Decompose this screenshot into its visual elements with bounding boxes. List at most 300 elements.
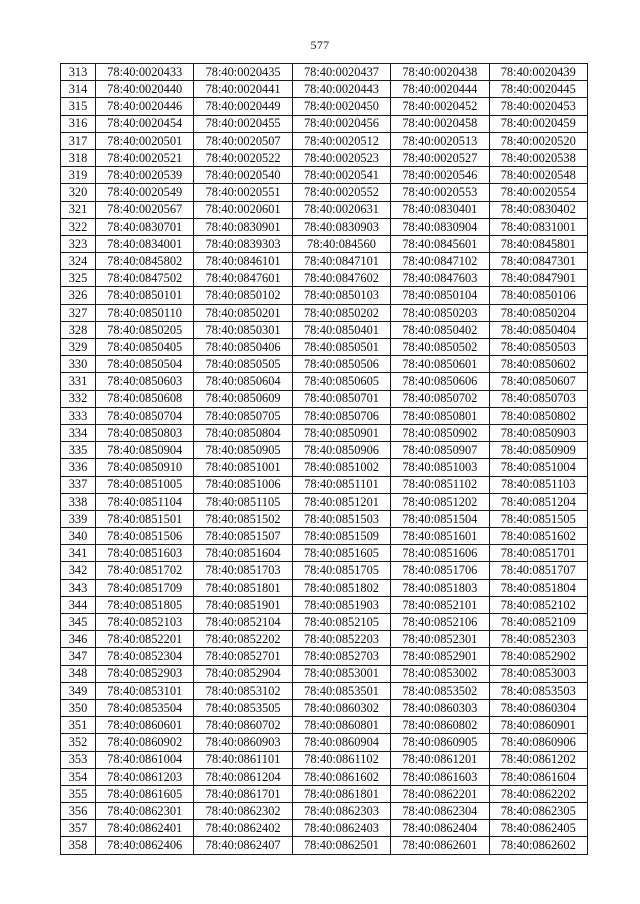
table-row [61,64,588,81]
cadastral-code-cell: 78:40:0862303 [292,803,390,820]
cadastral-code-cell: 78:40:0860903 [194,734,292,751]
cadastral-code-cell: 78:40:0850701 [292,390,390,407]
cadastral-code-cell: 78:40:0850907 [391,442,489,459]
row-number-cell: 358 [61,837,96,854]
row-number-cell: 313 [61,64,96,81]
cadastral-code-cell: 78:40:0861203 [96,768,194,785]
cadastral-code-cell: 78:40:0861603 [391,768,489,785]
row-number-cell: 354 [61,768,96,785]
cadastral-code-cell: 78:40:0850703 [489,390,587,407]
cadastral-code-cell: 78:40:0851506 [96,528,194,545]
cadastral-code-cell: 78:40:0850406 [194,339,292,356]
table-row [61,768,588,785]
cadastral-code-cell: 78:40:0860302 [292,699,390,716]
table-row [61,218,588,235]
row-number-cell: 332 [61,390,96,407]
cadastral-code-cell: 78:40:0851004 [489,459,587,476]
cadastral-code-cell: 78:40:0851903 [292,596,390,613]
table-row [61,81,588,98]
cadastral-code-cell: 78:40:084560 [292,235,390,252]
cadastral-code-cell: 78:40:0860905 [391,734,489,751]
cadastral-code-cell: 78:40:0850101 [96,287,194,304]
cadastral-code-cell: 78:40:0851602 [489,528,587,545]
cadastral-code-cell: 78:40:0850203 [391,304,489,321]
cadastral-code-cell: 78:40:0850404 [489,321,587,338]
cadastral-code-cell: 78:40:0845801 [489,235,587,252]
cadastral-code-cell: 78:40:0860304 [489,699,587,716]
cadastral-code-cell: 78:40:0851101 [292,476,390,493]
cadastral-code-cell: 78:40:0862403 [292,820,390,837]
cadastral-code-cell: 78:40:0851006 [194,476,292,493]
cadastral-code-cell: 78:40:0851606 [391,545,489,562]
cadastral-code-cell: 78:40:0846101 [194,253,292,270]
row-number-cell: 334 [61,424,96,441]
cadastral-code-cell: 78:40:0860901 [489,717,587,734]
table-row [61,287,588,304]
cadastral-code-cell: 78:40:0860802 [391,717,489,734]
row-number-cell: 348 [61,665,96,682]
cadastral-code-cell: 78:40:0852203 [292,631,390,648]
cadastral-code-cell: 78:40:0852102 [489,596,587,613]
cadastral-code-cell: 78:40:0853503 [489,682,587,699]
cadastral-code-cell: 78:40:0852109 [489,614,587,631]
row-number-cell: 352 [61,734,96,751]
table-row [61,98,588,115]
cadastral-code-cell: 78:40:0020449 [194,98,292,115]
cadastral-code-cell: 78:40:0862405 [489,820,587,837]
table-row [61,115,588,132]
cadastral-code-cell: 78:40:0851605 [292,545,390,562]
table-row [61,803,588,820]
cadastral-code-cell: 78:40:0850506 [292,356,390,373]
cadastral-code-cell: 78:40:0850607 [489,373,587,390]
cadastral-code-cell: 78:40:0850802 [489,407,587,424]
cadastral-code-cell: 78:40:0851702 [96,562,194,579]
cadastral-code-cell: 78:40:0850608 [96,390,194,407]
cadastral-code-cell: 78:40:0020456 [292,115,390,132]
cadastral-code-cell: 78:40:0020459 [489,115,587,132]
cadastral-code-cell: 78:40:0852105 [292,614,390,631]
row-number-cell: 342 [61,562,96,579]
table-row [61,751,588,768]
cadastral-code-cell: 78:40:0847601 [194,270,292,287]
cadastral-code-cell: 78:40:0862404 [391,820,489,837]
cadastral-code-cell: 78:40:0839303 [194,235,292,252]
table-row [61,270,588,287]
cadastral-code-cell: 78:40:0851901 [194,596,292,613]
cadastral-code-cell: 78:40:0862501 [292,837,390,854]
cadastral-code-cell: 78:40:0861605 [96,785,194,802]
cadastral-code-cell: 78:40:0020454 [96,115,194,132]
cadastral-code-cell: 78:40:0850201 [194,304,292,321]
cadastral-code-cell: 78:40:0850702 [391,390,489,407]
cadastral-code-cell: 78:40:0847502 [96,270,194,287]
row-number-cell: 343 [61,579,96,596]
table-row [61,820,588,837]
row-number-cell: 349 [61,682,96,699]
cadastral-code-cell: 78:40:0845601 [391,235,489,252]
row-number-cell: 347 [61,648,96,665]
cadastral-code-cell: 78:40:0852104 [194,614,292,631]
cadastral-code-cell: 78:40:0020452 [391,98,489,115]
table-row [61,614,588,631]
cadastral-code-cell: 78:40:0020433 [96,64,194,81]
cadastral-code-cell: 78:40:0020522 [194,149,292,166]
cadastral-code-cell: 78:40:0860601 [96,717,194,734]
row-number-cell: 317 [61,132,96,149]
cadastral-code-cell: 78:40:0850901 [292,424,390,441]
cadastral-code-cell: 78:40:0020440 [96,81,194,98]
cadastral-code-cell: 78:40:0851801 [194,579,292,596]
cadastral-code-cell: 78:40:0851705 [292,562,390,579]
cadastral-code-cell: 78:40:0862202 [489,785,587,802]
cadastral-code-cell: 78:40:0862302 [194,803,292,820]
cadastral-code-cell: 78:40:0834001 [96,235,194,252]
cadastral-code-cell: 78:40:0020523 [292,149,390,166]
cadastral-code-cell: 78:40:0862401 [96,820,194,837]
table-row [61,132,588,149]
row-number-cell: 318 [61,149,96,166]
cadastral-code-cell: 78:40:0020443 [292,81,390,98]
cadastral-code-cell: 78:40:0851709 [96,579,194,596]
table-row [61,459,588,476]
row-number-cell: 357 [61,820,96,837]
cadastral-code-cell: 78:40:0020631 [292,201,390,218]
table-row [61,596,588,613]
cadastral-code-cell: 78:40:0852901 [391,648,489,665]
row-number-cell: 339 [61,510,96,527]
table-row [61,734,588,751]
cadastral-code-cell: 78:40:0850204 [489,304,587,321]
table-row [61,424,588,441]
cadastral-code-cell: 78:40:0020441 [194,81,292,98]
cadastral-code-cell: 78:40:0862602 [489,837,587,854]
cadastral-code-cell: 78:40:0850801 [391,407,489,424]
table-row [61,562,588,579]
row-number-cell: 337 [61,476,96,493]
cadastral-code-cell: 78:40:0852103 [96,614,194,631]
cadastral-code-cell: 78:40:0020450 [292,98,390,115]
cadastral-code-cell: 78:40:0020541 [292,167,390,184]
cadastral-code-cell: 78:40:0850301 [194,321,292,338]
row-number-cell: 325 [61,270,96,287]
cadastral-code-cell: 78:40:0850606 [391,373,489,390]
cadastral-code-cell: 78:40:0020546 [391,167,489,184]
cadastral-code-cell: 78:40:0861202 [489,751,587,768]
cadastral-code-cell: 78:40:0020501 [96,132,194,149]
cadastral-code-cell: 78:40:0853102 [194,682,292,699]
cadastral-code-cell: 78:40:0850603 [96,373,194,390]
row-number-cell: 326 [61,287,96,304]
cadastral-code-cell: 78:40:0851707 [489,562,587,579]
cadastral-code-cell: 78:40:0851604 [194,545,292,562]
cadastral-code-cell: 78:40:0862406 [96,837,194,854]
row-number-cell: 319 [61,167,96,184]
cadastral-code-cell: 78:40:0852703 [292,648,390,665]
cadastral-code-cell: 78:40:0851104 [96,493,194,510]
row-number-cell: 330 [61,356,96,373]
cadastral-code-cell: 78:40:0850903 [489,424,587,441]
cadastral-code-cell: 78:40:0852903 [96,665,194,682]
row-number-cell: 350 [61,699,96,716]
cadastral-code-cell: 78:40:0851002 [292,459,390,476]
row-number-cell: 316 [61,115,96,132]
table-row [61,149,588,166]
cadastral-code-cell: 78:40:0853504 [96,699,194,716]
cadastral-code-cell: 78:40:0845802 [96,253,194,270]
cadastral-code-cell: 78:40:0861102 [292,751,390,768]
table-row [61,184,588,201]
cadastral-code-cell: 78:40:0020549 [96,184,194,201]
cadastral-code-cell: 78:40:0831001 [489,218,587,235]
cadastral-code-cell: 78:40:0020521 [96,149,194,166]
cadastral-code-cell: 78:40:0850909 [489,442,587,459]
cadastral-code-cell: 78:40:0020512 [292,132,390,149]
cadastral-code-cell: 78:40:0853003 [489,665,587,682]
cadastral-code-cell: 78:40:0850401 [292,321,390,338]
cadastral-code-cell: 78:40:0852304 [96,648,194,665]
cadastral-code-cell: 78:40:0851201 [292,493,390,510]
cadastral-code-cell: 78:40:0850104 [391,287,489,304]
cadastral-code-cell: 78:40:0850704 [96,407,194,424]
cadastral-code-cell: 78:40:0851509 [292,528,390,545]
cadastral-code-cell: 78:40:0852301 [391,631,489,648]
cadastral-code-cell: 78:40:0851501 [96,510,194,527]
row-number-cell: 356 [61,803,96,820]
cadastral-code-cell: 78:40:0020553 [391,184,489,201]
cadastral-code-cell: 78:40:0830701 [96,218,194,235]
cadastral-code-cell: 78:40:0851102 [391,476,489,493]
cadastral-code-cell: 78:40:0020507 [194,132,292,149]
row-number-cell: 335 [61,442,96,459]
page-number: 577 [310,38,330,52]
cadastral-code-cell: 78:40:0830903 [292,218,390,235]
table-row [61,253,588,270]
cadastral-code-cell: 78:40:0850502 [391,339,489,356]
row-number-cell: 341 [61,545,96,562]
cadastral-code-cell: 78:40:0850205 [96,321,194,338]
row-number-cell: 324 [61,253,96,270]
cadastral-code-cell: 78:40:0850505 [194,356,292,373]
cadastral-code-cell: 78:40:0850803 [96,424,194,441]
row-number-cell: 353 [61,751,96,768]
cadastral-code-cell: 78:40:0851204 [489,493,587,510]
cadastral-code-cell: 78:40:0851601 [391,528,489,545]
cadastral-code-cell: 78:40:0851001 [194,459,292,476]
cadastral-code-cell: 78:40:0852902 [489,648,587,665]
cadastral-code-cell: 78:40:0862304 [391,803,489,820]
cadastral-code-cell: 78:40:0020551 [194,184,292,201]
cadastral-code-cell: 78:40:0020444 [391,81,489,98]
table-row [61,510,588,527]
cadastral-code-cell: 78:40:0850110 [96,304,194,321]
table-row [61,528,588,545]
cadastral-code-cell: 78:40:0851505 [489,510,587,527]
cadastral-code-cell: 78:40:0850705 [194,407,292,424]
cadastral-code-cell: 78:40:0020554 [489,184,587,201]
table-row [61,390,588,407]
table-row [61,476,588,493]
cadastral-table [60,63,588,855]
table-row [61,682,588,699]
cadastral-code-cell: 78:40:0020527 [391,149,489,166]
cadastral-code-cell: 78:40:0862601 [391,837,489,854]
row-number-cell: 315 [61,98,96,115]
cadastral-code-cell: 78:40:0851803 [391,579,489,596]
cadastral-code-cell: 78:40:0020601 [194,201,292,218]
cadastral-code-cell: 78:40:0851802 [292,579,390,596]
cadastral-code-cell: 78:40:0861201 [391,751,489,768]
cadastral-code-cell: 78:40:0020539 [96,167,194,184]
cadastral-code-cell: 78:40:0850602 [489,356,587,373]
cadastral-code-cell: 78:40:0860303 [391,699,489,716]
cadastral-code-cell: 78:40:0850405 [96,339,194,356]
cadastral-code-cell: 78:40:0860906 [489,734,587,751]
cadastral-code-cell: 78:40:0851504 [391,510,489,527]
cadastral-code-cell: 78:40:0853501 [292,682,390,699]
cadastral-code-cell: 78:40:0020552 [292,184,390,201]
row-number-cell: 345 [61,614,96,631]
cadastral-code-cell: 78:40:0850503 [489,339,587,356]
table-row [61,235,588,252]
cadastral-code-cell: 78:40:0860904 [292,734,390,751]
table-row [61,545,588,562]
row-number-cell: 355 [61,785,96,802]
cadastral-code-cell: 78:40:0851202 [391,493,489,510]
cadastral-code-cell: 78:40:0853001 [292,665,390,682]
cadastral-code-cell: 78:40:0851706 [391,562,489,579]
row-number-cell: 340 [61,528,96,545]
cadastral-code-cell: 78:40:0862201 [391,785,489,802]
cadastral-code-cell: 78:40:0020538 [489,149,587,166]
cadastral-code-cell: 78:40:0851603 [96,545,194,562]
cadastral-code-cell: 78:40:0862407 [194,837,292,854]
cadastral-code-cell: 78:40:0847603 [391,270,489,287]
row-number-cell: 333 [61,407,96,424]
cadastral-code-cell: 78:40:0830904 [391,218,489,235]
cadastral-code-cell: 78:40:0850910 [96,459,194,476]
table-row [61,648,588,665]
cadastral-code-cell: 78:40:0830402 [489,201,587,218]
table-row [61,356,588,373]
cadastral-code-cell: 78:40:0850202 [292,304,390,321]
table-row [61,201,588,218]
table-row [61,717,588,734]
cadastral-code-cell: 78:40:0020439 [489,64,587,81]
cadastral-code-cell: 78:40:0851805 [96,596,194,613]
cadastral-code-cell: 78:40:0020520 [489,132,587,149]
cadastral-code-cell: 78:40:0862305 [489,803,587,820]
cadastral-code-cell: 78:40:0852201 [96,631,194,648]
cadastral-code-cell: 78:40:0852701 [194,648,292,665]
cadastral-code-cell: 78:40:0851703 [194,562,292,579]
cadastral-code-cell: 78:40:0861004 [96,751,194,768]
table-row [61,442,588,459]
cadastral-code-cell: 78:40:0850609 [194,390,292,407]
cadastral-code-cell: 78:40:0852101 [391,596,489,613]
row-number-cell: 328 [61,321,96,338]
cadastral-code-cell: 78:40:0851804 [489,579,587,596]
cadastral-code-cell: 78:40:0020446 [96,98,194,115]
cadastral-code-cell: 78:40:0850902 [391,424,489,441]
cadastral-code-cell: 78:40:0851507 [194,528,292,545]
cadastral-code-cell: 78:40:0020540 [194,167,292,184]
row-number-cell: 331 [61,373,96,390]
cadastral-code-cell: 78:40:0860902 [96,734,194,751]
cadastral-code-cell: 78:40:0853101 [96,682,194,699]
table-row [61,699,588,716]
cadastral-code-cell: 78:40:0860702 [194,717,292,734]
cadastral-code-cell: 78:40:0850504 [96,356,194,373]
cadastral-code-cell: 78:40:0853502 [391,682,489,699]
cadastral-code-cell: 78:40:0852904 [194,665,292,682]
cadastral-code-cell: 78:40:0851005 [96,476,194,493]
table-body [61,64,588,855]
cadastral-code-cell: 78:40:0020435 [194,64,292,81]
cadastral-code-cell: 78:40:0850706 [292,407,390,424]
cadastral-code-cell: 78:40:0851502 [194,510,292,527]
cadastral-code-cell: 78:40:0862301 [96,803,194,820]
cadastral-code-cell: 78:40:0020567 [96,201,194,218]
cadastral-code-cell: 78:40:0861101 [194,751,292,768]
cadastral-code-cell: 78:40:0020548 [489,167,587,184]
row-number-cell: 327 [61,304,96,321]
table-row [61,493,588,510]
cadastral-code-cell: 78:40:0847102 [391,253,489,270]
cadastral-code-cell: 78:40:0852202 [194,631,292,648]
cadastral-code-cell: 78:40:0847101 [292,253,390,270]
cadastral-code-cell: 78:40:0851105 [194,493,292,510]
cadastral-code-cell: 78:40:0861204 [194,768,292,785]
cadastral-code-cell: 78:40:0853505 [194,699,292,716]
row-number-cell: 346 [61,631,96,648]
cadastral-code-cell: 78:40:0020458 [391,115,489,132]
table-row [61,837,588,854]
table-row [61,631,588,648]
cadastral-code-cell: 78:40:0852106 [391,614,489,631]
cadastral-code-cell: 78:40:0851503 [292,510,390,527]
cadastral-code-cell: 78:40:0020438 [391,64,489,81]
row-number-cell: 344 [61,596,96,613]
cadastral-code-cell: 78:40:0847301 [489,253,587,270]
cadastral-code-cell: 78:40:0850904 [96,442,194,459]
cadastral-code-cell: 78:40:0861602 [292,768,390,785]
cadastral-code-cell: 78:40:0861701 [194,785,292,802]
cadastral-code-cell: 78:40:0862402 [194,820,292,837]
table-row [61,373,588,390]
row-number-cell: 336 [61,459,96,476]
row-number-cell: 323 [61,235,96,252]
cadastral-code-cell: 78:40:0847901 [489,270,587,287]
cadastral-code-cell: 78:40:0020513 [391,132,489,149]
cadastral-code-cell: 78:40:0860801 [292,717,390,734]
cadastral-code-cell: 78:40:0020453 [489,98,587,115]
cadastral-code-cell: 78:40:0020437 [292,64,390,81]
cadastral-code-cell: 78:40:0850605 [292,373,390,390]
cadastral-code-cell: 78:40:0847602 [292,270,390,287]
cadastral-code-cell: 78:40:0020455 [194,115,292,132]
cadastral-code-cell: 78:40:0850501 [292,339,390,356]
row-number-cell: 322 [61,218,96,235]
table-row [61,665,588,682]
cadastral-code-cell: 78:40:0850804 [194,424,292,441]
cadastral-code-cell: 78:40:0851701 [489,545,587,562]
cadastral-code-cell: 78:40:0850601 [391,356,489,373]
cadastral-code-cell: 78:40:0830401 [391,201,489,218]
table-row [61,785,588,802]
table-row [61,579,588,596]
table-row [61,407,588,424]
